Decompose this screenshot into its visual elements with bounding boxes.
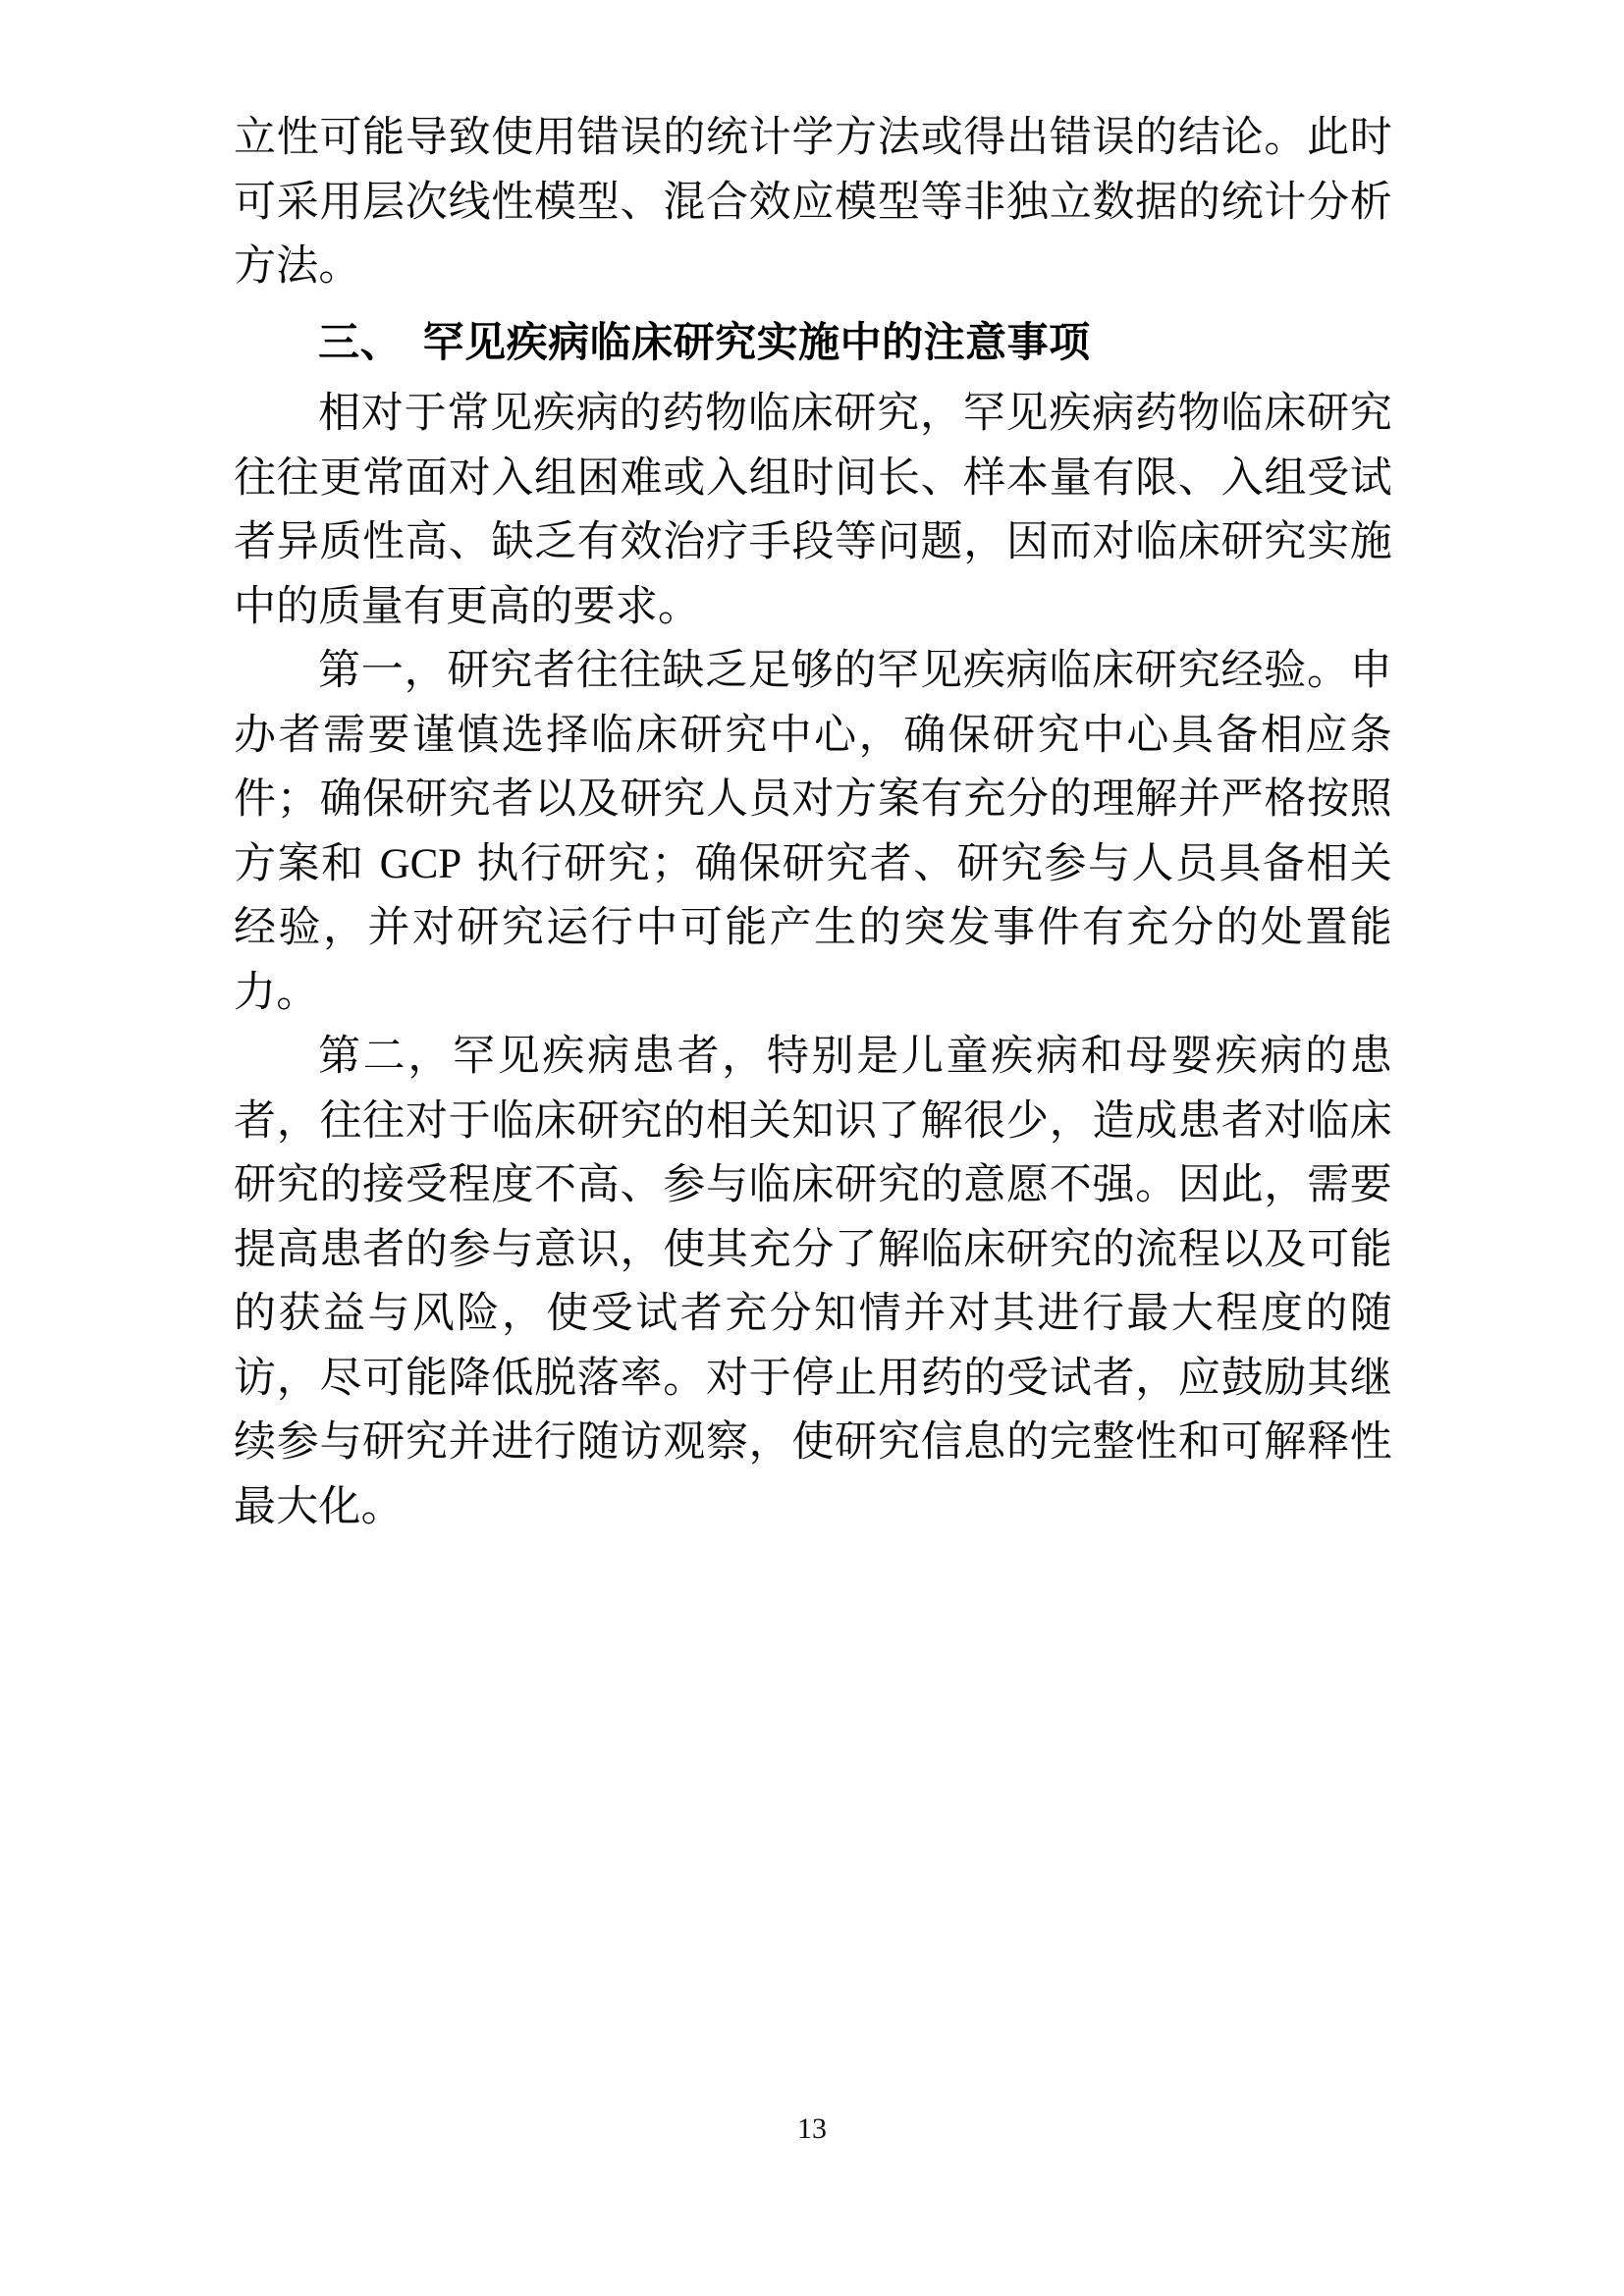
para-one-seg-b: 执行研究；确保研究者、研究参与人员具备相关经验，并对研究运行中可能产生的突发事件有充分的处置能力。 <box>234 838 1392 1017</box>
page-number: 13 <box>797 2112 827 2145</box>
paragraph-continued-statistics: 立性可能导致使用错误的统计学方法或得出错误的结论。此时可采用层次线性模型、混合效应模型等非独立数据的统计分析方法。 <box>234 113 1392 291</box>
paragraph-point-two: 第二，罕见疾病患者，特别是儿童疾病和母婴疾病的患者，往往对于临床研究的相关知识了解很少，造成患者对临床研究的接受程度不高、参与临床研究的意愿不强。因此，需要提高患者的参与意识，使其充分了解临床研究的流程以及可能的获益与风险，使受试者充分知情并对其进行最大程度的随访，尽可能降低脱落率。对于停止用药的受试者，应鼓励其继续参与研究并进行随访观察，使研究信息的完整性和可解释性最大化。 <box>234 1032 1392 1531</box>
page-footer <box>0 2112 1624 2146</box>
para-one-gcp-term: GCP <box>379 840 462 887</box>
paragraph-point-one <box>234 639 1392 1025</box>
paragraph-intro: 相对于常见疾病的药物临床研究，罕见疾病药物临床研究往往更常面对入组困难或入组时间长、样本量有限、入组受试者异质性高、缺乏有效治疗手段等问题，因而对临床研究实施中的质量有更高的要求。 <box>234 389 1392 631</box>
para-one-seg-a: 第一，研究者往往缺乏足够的罕见疾病临床研究经验。申办者需要谨慎选择临床研究中心，确保研究中心具备相应条件；确保研究者以及研究人员对方案有充分的理解并严格按照方案和 <box>234 646 1392 888</box>
section-heading: 三、 罕见疾病临床研究实施中的注意事项 <box>318 317 1091 366</box>
page-content <box>234 106 1392 1539</box>
